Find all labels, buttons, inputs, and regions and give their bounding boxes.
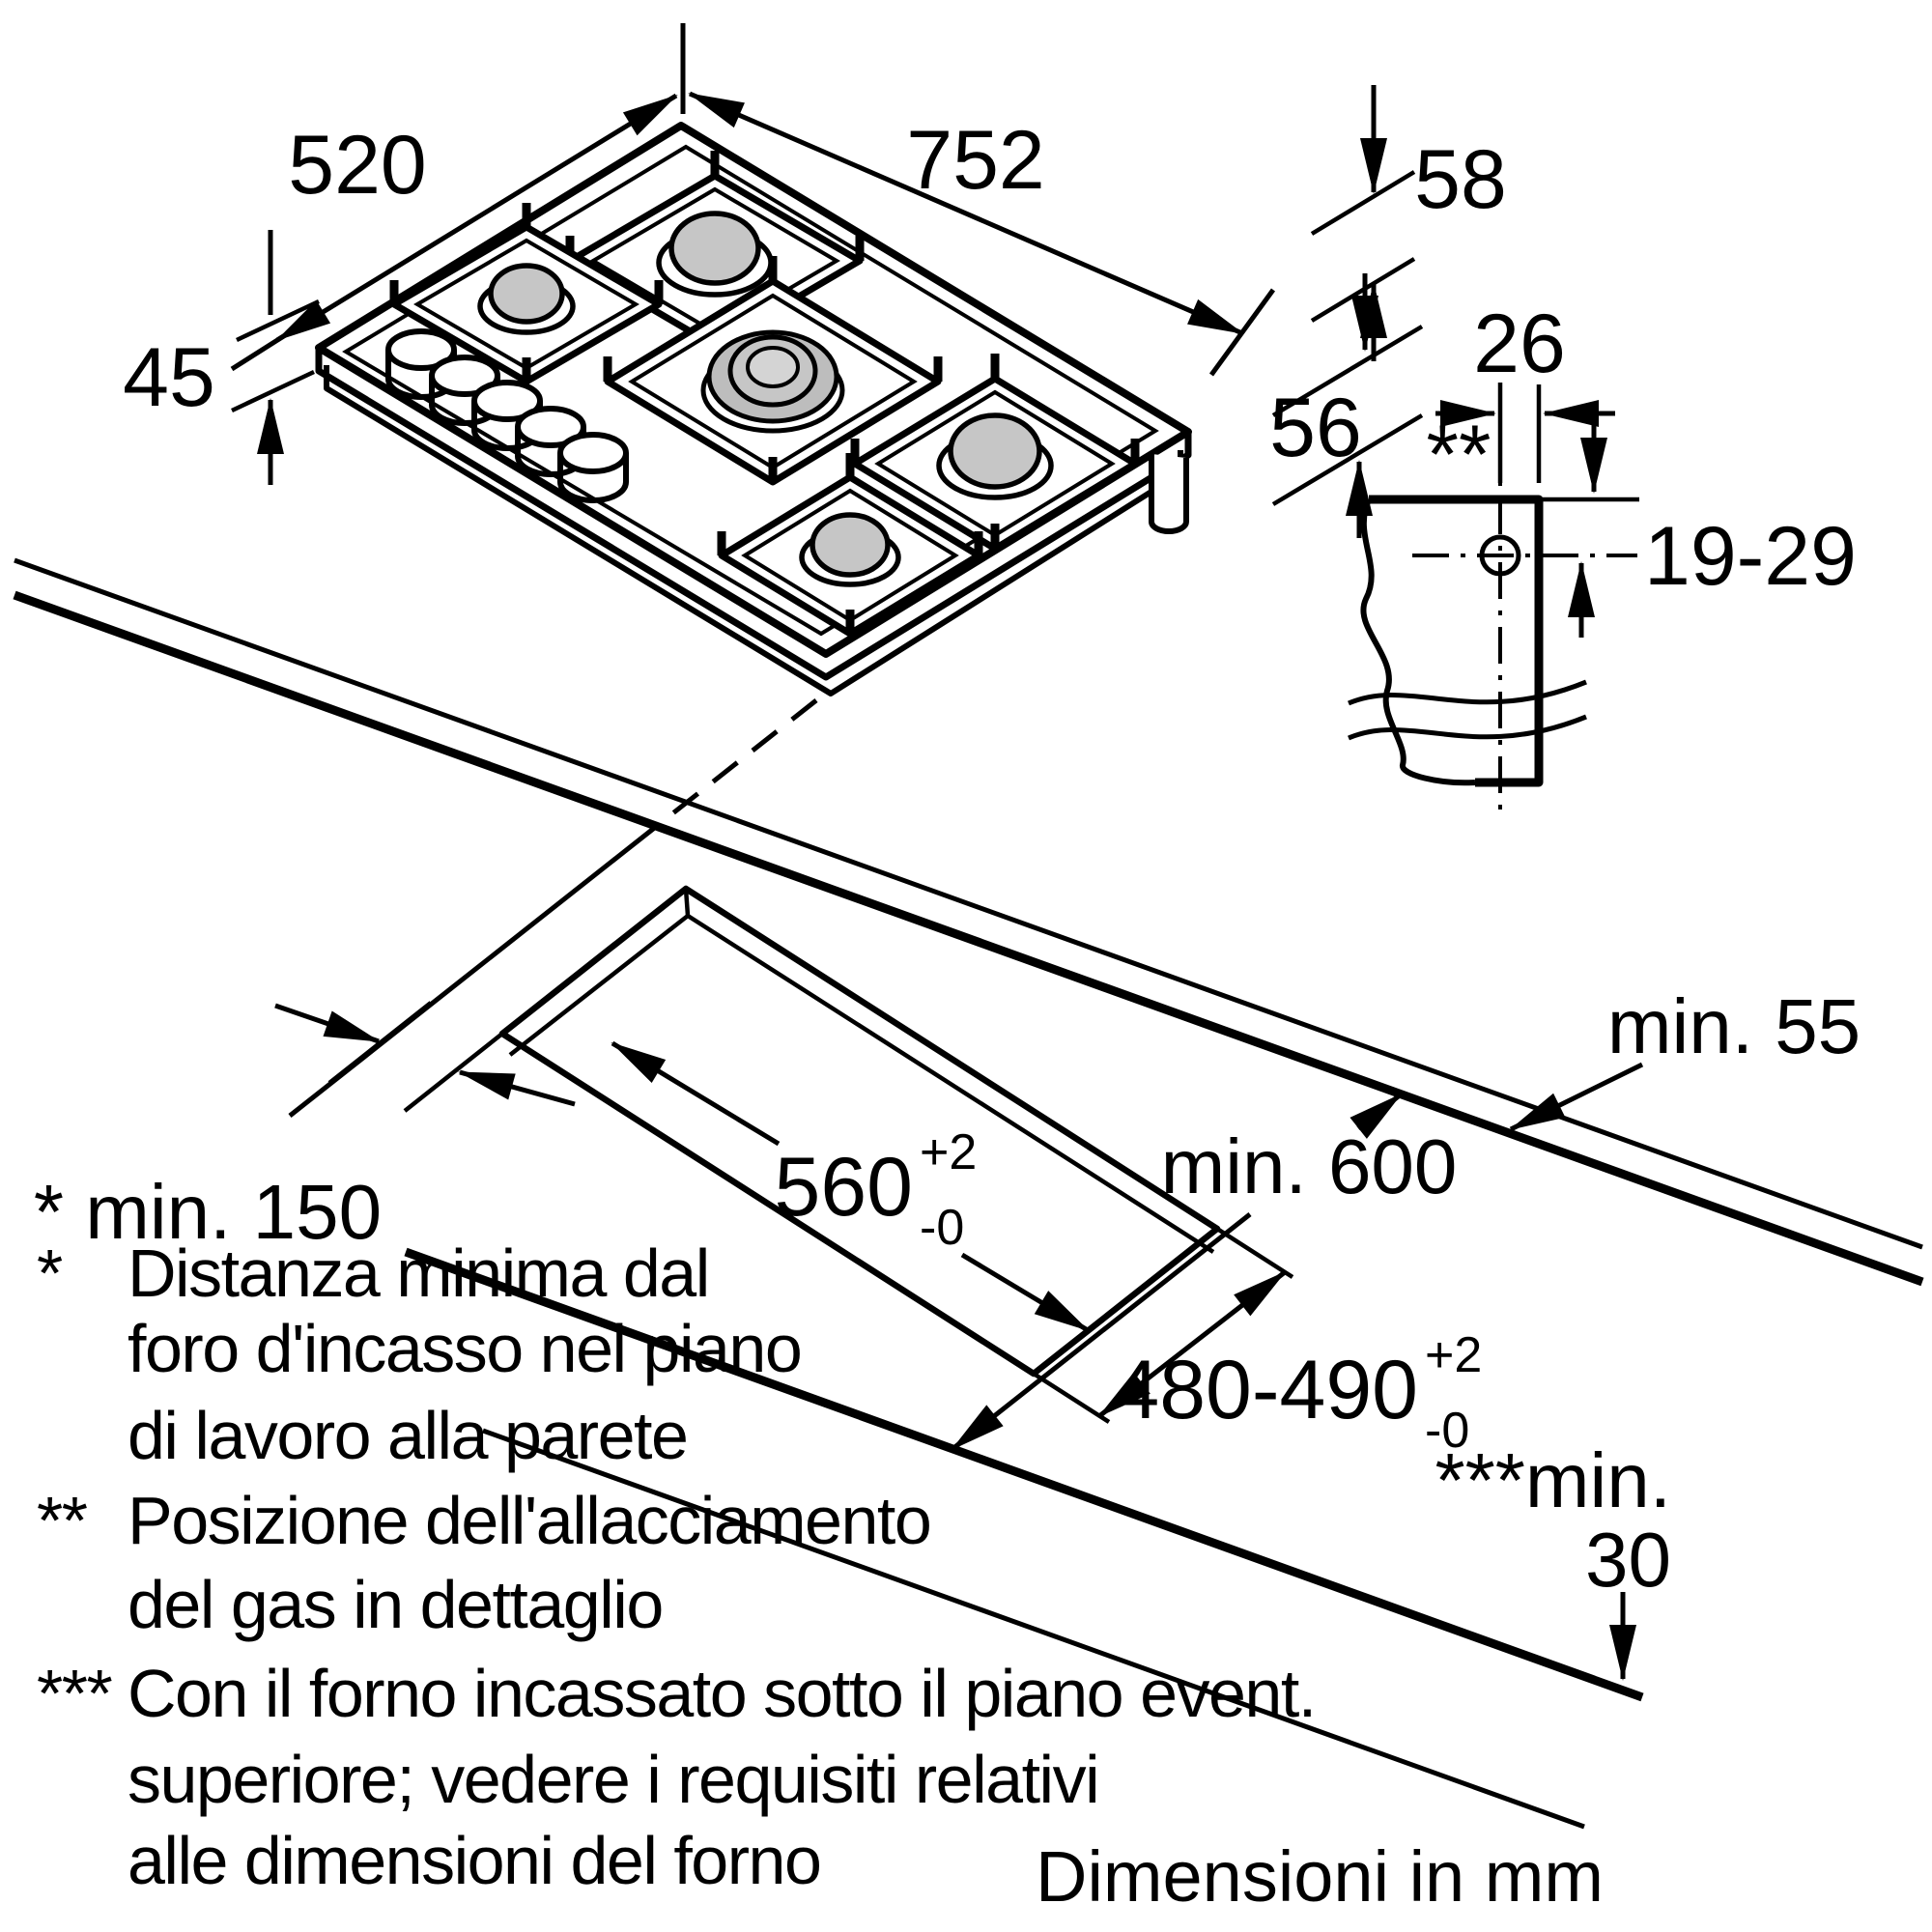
legend-line2: foro d'incasso nel piano — [128, 1311, 802, 1386]
burner-cap — [491, 266, 562, 322]
hob-gas-pipe — [1151, 454, 1186, 531]
label-cutout-depth-tol-plus: +2 — [1425, 1327, 1483, 1383]
legend-line1: Distanza minima dal — [128, 1236, 709, 1311]
label-cutout-depth: 480-490 — [1113, 1344, 1418, 1436]
burner-cap — [951, 415, 1039, 487]
legend-star2: ** — [37, 1483, 87, 1558]
legend-star3: *** — [37, 1656, 112, 1731]
units-note: Dimensioni in mm — [1036, 1836, 1605, 1917]
label-cutout-width-tol-minus: -0 — [920, 1200, 965, 1256]
dim-line-560-a — [612, 1043, 779, 1144]
legend-line7: superiore; vedere i requisiti relativi — [128, 1742, 1099, 1817]
legend-star1: * — [37, 1236, 62, 1311]
label-min30-prefix: ***min. — [1435, 1437, 1671, 1523]
ext-lines-45 — [232, 301, 319, 411]
arrow-min150-b — [460, 1072, 575, 1104]
dim-line-560-b — [962, 1255, 1088, 1330]
label-depth-520: 520 — [288, 119, 427, 212]
hob-drawing — [319, 126, 1188, 694]
burner-cap — [812, 515, 888, 575]
worktop-section-torn-edge — [1363, 499, 1475, 782]
label-width-752: 752 — [906, 114, 1045, 207]
legend-line5: del gas in dettaglio — [128, 1567, 663, 1642]
label-min600: min. 600 — [1160, 1123, 1458, 1209]
label-cutout-width: 560 — [774, 1141, 913, 1234]
side-wall-hidden-line — [657, 700, 816, 826]
arrow-min150-a — [275, 1006, 379, 1041]
label-26: 26 — [1473, 298, 1566, 390]
legend-line8: alle dimensioni del forno — [128, 1823, 821, 1898]
legend — [37, 1236, 1604, 1917]
label-height-45: 45 — [123, 331, 215, 424]
wok-inner-cap — [748, 348, 798, 386]
label-19-29: 19-29 — [1644, 510, 1857, 603]
label-min55: min. 55 — [1606, 983, 1861, 1069]
label-gas-marker: ** — [1426, 409, 1492, 501]
label-58: 58 — [1414, 133, 1507, 226]
arrow-min55 — [1511, 1065, 1642, 1129]
burner-cap — [671, 213, 758, 283]
ext-lines-26 — [1500, 383, 1539, 483]
label-cutout-width-tol-plus: +2 — [920, 1124, 978, 1180]
label-min150: * min. 150 — [33, 1169, 383, 1255]
legend-line4: Posizione dell'allacciamento — [128, 1483, 931, 1558]
legend-line3: di lavoro alla parete — [128, 1398, 688, 1473]
label-min30-value: 30 — [1585, 1517, 1671, 1603]
label-56: 56 — [1269, 382, 1362, 474]
label-cutout-depth-tol-minus: -0 — [1425, 1403, 1470, 1459]
legend-line6: Con il forno incassato sotto il piano event. — [128, 1656, 1316, 1731]
